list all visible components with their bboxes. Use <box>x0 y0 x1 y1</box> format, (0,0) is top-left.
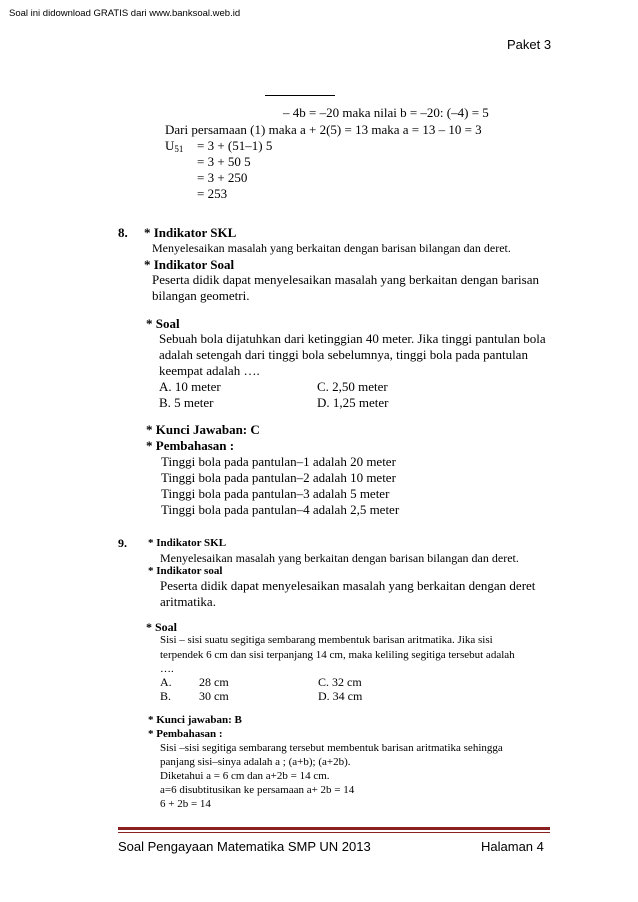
q8-soal-line2: adalah setengah dari tinggi bola sebelumnya, tinggi bola pada pantulan <box>159 347 528 362</box>
divider-line <box>265 95 335 96</box>
prev-solution-line1: – 4b = –20 maka nilai b = –20: (–4) = 5 <box>283 105 489 120</box>
q8-soal-ind-line2: bilangan geometri. <box>152 288 250 303</box>
q8-soal-ind-line1: Peserta didik dapat menyelesaikan masalah yang berkaitan dengan barisan <box>152 272 539 287</box>
footer-page-number: Halaman 4 <box>481 839 544 854</box>
q8-soal-ind-title: * Indikator Soal <box>144 257 235 272</box>
q9-option-b-value: 30 cm <box>199 689 229 703</box>
q8-kunci: * Kunci Jawaban: C <box>146 422 260 437</box>
q8-pembahasan-line3: Tinggi bola pada pantulan–3 adalah 5 meter <box>161 486 390 501</box>
q9-kunci: * Kunci jawaban: B <box>148 714 242 726</box>
footer-title: Soal Pengayaan Matematika SMP UN 2013 <box>118 839 371 854</box>
prev-solution-line2: Dari persamaan (1) maka a + 2(5) = 13 maka a = 13 – 10 = 3 <box>165 122 482 137</box>
q8-soal-title: * Soal <box>146 316 180 331</box>
q9-pembahasan-line4: a=6 disubtitusikan ke persamaan a+ 2b = 14 <box>160 784 355 796</box>
q8-option-b: B. 5 meter <box>159 395 214 410</box>
q9-skl-text: Menyelesaikan masalah yang berkaitan dengan barisan bilangan dan deret. <box>160 551 519 565</box>
prev-step2: = 3 + 50 5 <box>197 154 251 169</box>
q9-number: 9. <box>118 536 127 550</box>
q8-option-a: A. 10 meter <box>159 379 221 394</box>
q8-number: 8. <box>118 225 128 240</box>
q9-soal-ind-line1: Peserta didik dapat menyelesaikan masalah yang berkaitan dengan deret <box>160 578 536 593</box>
q9-soal-line3: …. <box>160 663 174 675</box>
prev-step3: = 3 + 250 <box>197 170 248 185</box>
prev-step4: = 253 <box>197 186 228 201</box>
q9-option-d: D. 34 cm <box>318 689 363 703</box>
q8-option-d: D. 1,25 meter <box>317 395 389 410</box>
q9-soal-line1: Sisi – sisi suatu segitiga sembarang membentuk barisan aritmatika. Jika sisi <box>160 634 493 646</box>
q9-soal-ind-title: * Indikator soal <box>148 565 223 577</box>
q8-option-c: C. 2,50 meter <box>317 379 388 394</box>
q8-pembahasan-line1: Tinggi bola pada pantulan–1 adalah 20 meter <box>161 454 396 469</box>
q9-option-a-letter: A. <box>160 675 172 689</box>
u51-label: $U_{51}$ <box>165 138 184 154</box>
q9-soal-line2: terpendek 6 cm dan sisi terpanjang 14 cm, maka keliling segitiga tersebut adalah <box>160 649 515 661</box>
q9-pembahasan-line1: Sisi –sisi segitiga sembarang tersebut membentuk barisan aritmatika sehingga <box>160 742 503 754</box>
q8-skl-title: * Indikator SKL <box>144 225 237 240</box>
q9-skl-title: * Indikator SKL <box>148 537 227 549</box>
footer-rule-thin <box>118 832 550 833</box>
q9-soal-title: * Soal <box>146 620 178 634</box>
q9-pembahasan-line5: 6 + 2b = 14 <box>160 798 211 810</box>
q8-pembahasan-line4: Tinggi bola pada pantulan–4 adalah 2,5 meter <box>161 502 400 517</box>
q9-pembahasan-line2: panjang sisi–sinya adalah a ; (a+b); (a+2b). <box>160 756 351 768</box>
q9-option-b-letter: B. <box>160 689 172 703</box>
q8-pembahasan: * Pembahasan : <box>146 438 235 453</box>
q9-pembahasan: * Pembahasan : <box>148 728 223 740</box>
paket-label: Paket 3 <box>507 37 552 52</box>
q9-pembahasan-line3: Diketahui a = 6 cm dan a+2b = 14 cm. <box>160 770 330 782</box>
download-note: Soal ini didownload GRATIS dari www.banksoal.web.id <box>9 8 241 19</box>
q8-pembahasan-line2: Tinggi bola pada pantulan–2 adalah 10 meter <box>161 470 396 485</box>
q9-option-a-value: 28 cm <box>199 675 229 689</box>
footer-rule-thick <box>118 827 550 830</box>
prev-step1: = 3 + (51–1) 5 <box>197 138 273 153</box>
q9-option-c: C. 32 cm <box>318 675 362 689</box>
q8-skl-text: Menyelesaikan masalah yang berkaitan dengan barisan bilangan dan deret. <box>152 241 511 255</box>
q9-soal-ind-line2: aritmatika. <box>160 594 216 609</box>
q8-soal-line1: Sebuah bola dijatuhkan dari ketinggian 40 meter. Jika tinggi pantulan bola <box>159 331 546 346</box>
q8-soal-line3: keempat adalah …. <box>159 363 260 378</box>
